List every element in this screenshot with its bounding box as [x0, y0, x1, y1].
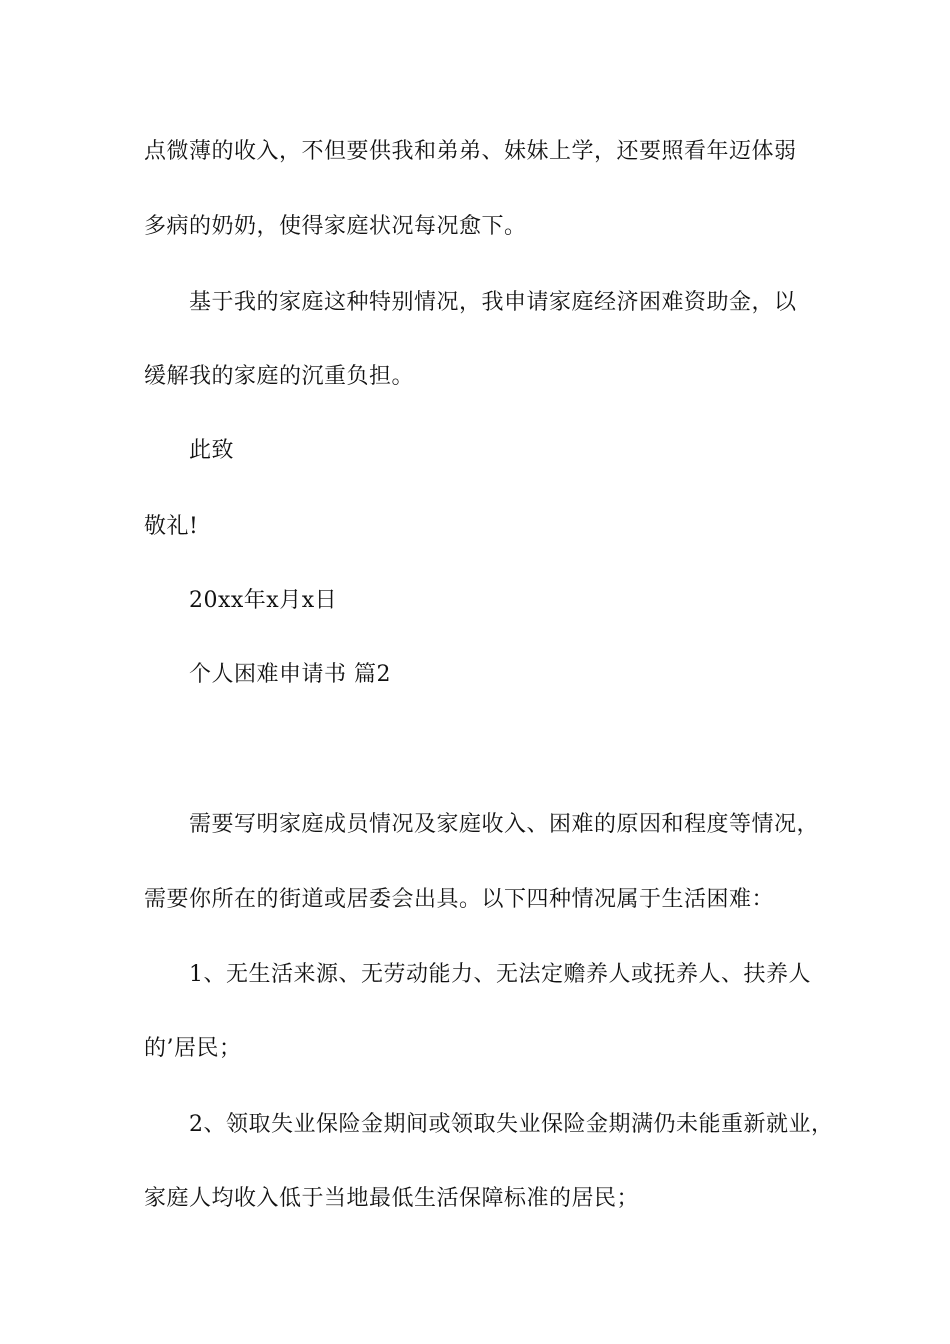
paragraph-line: 点微薄的收入，不但要供我和弟弟、妹妹上学，还要照看年迈体弱	[144, 139, 797, 164]
closing-regards: 敬礼!	[144, 514, 199, 539]
list-item-line: 的’居民；	[144, 1036, 242, 1061]
document-date: 20xx年x月x日	[189, 588, 338, 613]
paragraph-line: 基于我的家庭这种特别情况，我申请家庭经济困难资助金，以	[189, 290, 797, 315]
paragraph-line: 缓解我的家庭的沉重负担。	[144, 364, 415, 389]
closing-salutation: 此致	[189, 438, 235, 463]
list-item-line: 1、无生活来源、无劳动能力、无法定赡养人或抚养人、扶养人	[189, 962, 811, 987]
section-heading: 个人困难申请书 篇2	[189, 662, 391, 687]
list-item-line: 2、领取失业保险金期间或领取失业保险金期满仍未能重新就业，	[189, 1112, 834, 1137]
paragraph-line: 需要写明家庭成员情况及家庭收入、困难的原因和程度等情况，	[189, 812, 820, 837]
list-item-line: 家庭人均收入低于当地最低生活保障标准的居民；	[144, 1186, 640, 1211]
paragraph-line: 需要你所在的街道或居委会出具。以下四种情况属于生活困难：	[144, 887, 775, 912]
paragraph-line: 多病的奶奶，使得家庭状况每况愈下。	[144, 214, 527, 239]
